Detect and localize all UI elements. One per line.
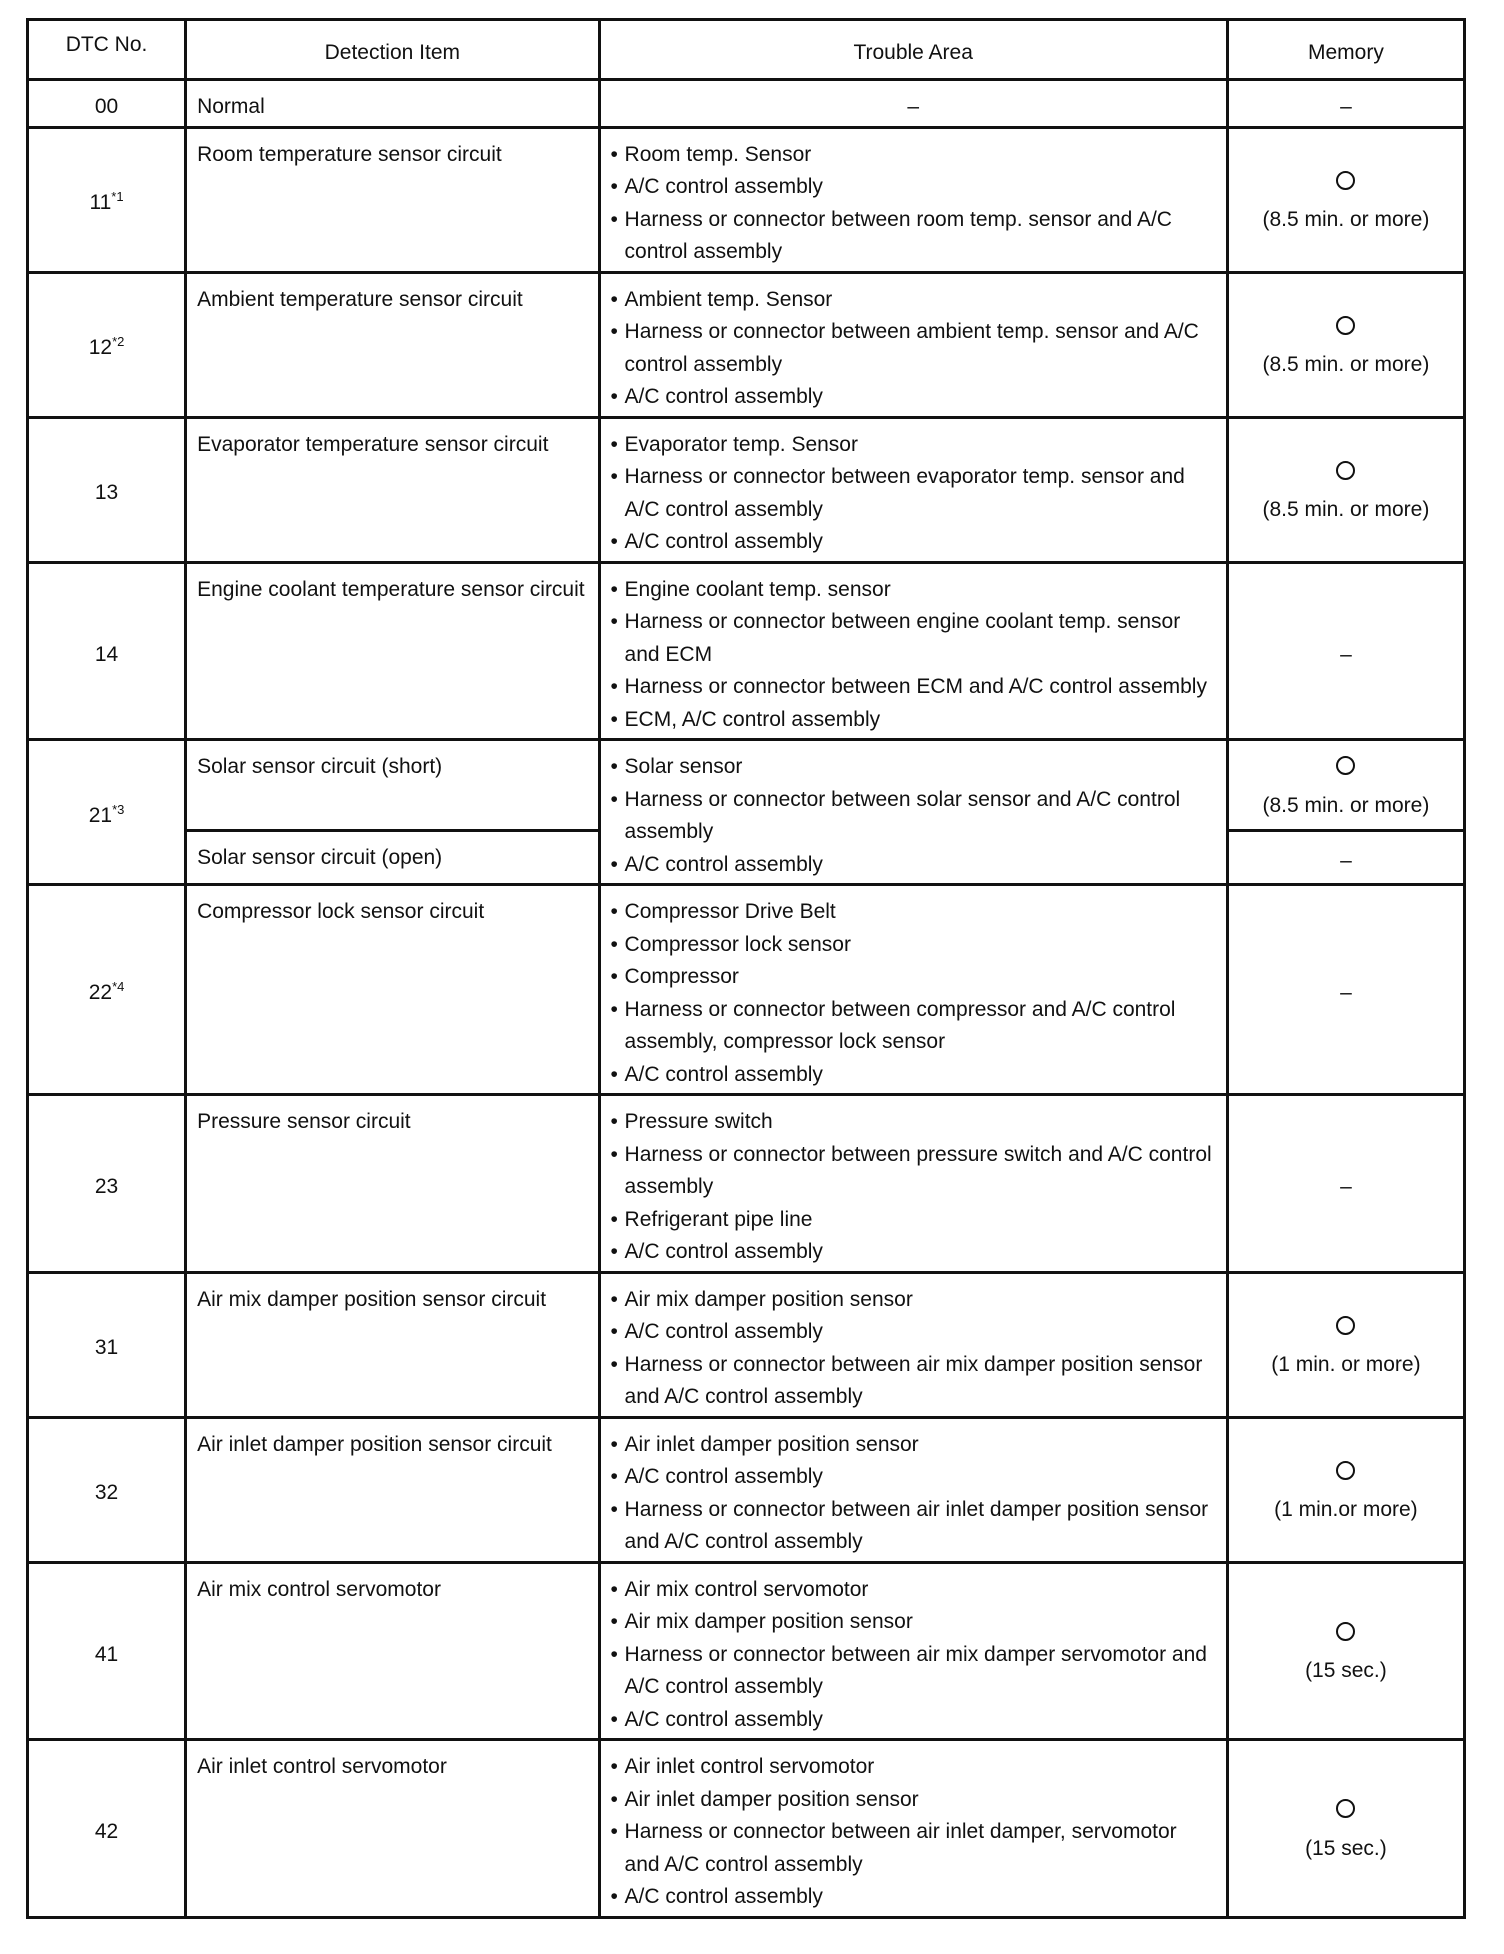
memory-cell [1227, 272, 1464, 417]
table-row [28, 1417, 1465, 1562]
memory-cell [1227, 885, 1464, 1095]
trouble-area-cell [599, 562, 1227, 740]
dtc-code: 41 [94, 1642, 119, 1666]
header-row [28, 20, 1465, 80]
detection-item-cell: Air mix control servomotor [186, 1562, 599, 1740]
trouble-area-item: • Evaporator temp. Sensor [611, 429, 1216, 462]
memory-duration: (1 min.or more) [1274, 1498, 1418, 1521]
dtc-code-cell [28, 1562, 186, 1740]
trouble-area-item: • Air inlet damper position sensor [611, 1429, 1216, 1462]
memory-circle-icon [1239, 1622, 1453, 1656]
dtc-footnote-ref: *3 [112, 801, 125, 817]
trouble-area-item: • Solar sensor [611, 751, 1216, 784]
dtc-code-cell [28, 740, 186, 885]
dtc-code: 23 [94, 1175, 119, 1198]
memory-cell [1227, 1272, 1464, 1417]
trouble-area-cell [599, 1562, 1227, 1740]
dtc-footnote-ref: *4 [112, 979, 125, 995]
trouble-area-item: • Harness or connector between ECM and A/C control assembly [611, 671, 1216, 704]
detection-item-cell: Air inlet control servomotor [186, 1740, 599, 1918]
memory-duration: (8.5 min. or more) [1262, 498, 1430, 521]
trouble-area-item: • A/C control assembly [611, 849, 1216, 882]
memory-dash: – [1340, 95, 1352, 118]
trouble-area-item: • A/C control assembly [611, 1881, 1216, 1914]
trouble-area-item: • Harness or connector between air mix damper servomotor and A/C control assembly [611, 1639, 1216, 1704]
detection-item-cell: Evaporator temperature sensor circuit [186, 417, 599, 562]
trouble-area-cell [599, 1417, 1227, 1562]
table-row [28, 272, 1465, 417]
detection-item-cell: Engine coolant temperature sensor circuit [186, 562, 599, 740]
detection-item-cell: Solar sensor circuit (short) [186, 740, 599, 831]
dtc-code: 13 [94, 481, 119, 505]
header-dtc-no: DTC No. [28, 20, 186, 80]
dtc-code-cell [28, 417, 186, 562]
memory-cell [1227, 831, 1464, 885]
dtc-code-cell [28, 1095, 186, 1273]
trouble-area-cell [599, 272, 1227, 417]
dtc-code-cell [28, 885, 186, 1095]
table-row [28, 740, 1465, 831]
header-memory: Memory [1227, 20, 1464, 80]
memory-duration: (8.5 min. or more) [1262, 793, 1430, 817]
dtc-code: 22 [88, 981, 113, 1005]
memory-duration: (15 sec.) [1305, 1836, 1387, 1860]
memory-cell [1227, 562, 1464, 740]
trouble-area-item: • Harness or connector between ambient temp. sensor and A/C control assembly [611, 316, 1216, 381]
dtc-code-cell [28, 127, 186, 272]
memory-dash: – [1340, 849, 1352, 873]
memory-cell [1227, 417, 1464, 562]
dtc-code-cell [28, 80, 186, 128]
trouble-area-item: • Harness or connector between air mix damper position sensor and A/C control assembly [611, 1349, 1216, 1414]
trouble-area-item: • ECM, A/C control assembly [611, 704, 1216, 737]
trouble-area-item: • A/C control assembly [611, 1316, 1216, 1349]
table-row [28, 1740, 1465, 1918]
trouble-area-item: • Compressor lock sensor [611, 929, 1216, 962]
dtc-code: 42 [94, 1820, 119, 1843]
dtc-table [26, 18, 1466, 1919]
dtc-code: 31 [94, 1336, 119, 1360]
detection-item-cell: Air mix damper position sensor circuit [186, 1272, 599, 1417]
trouble-area-cell [599, 885, 1227, 1095]
trouble-area-item: • Harness or connector between pressure switch and A/C control assembly [611, 1139, 1216, 1204]
trouble-area-item: • Harness or connector between compressor and A/C control assembly, compressor lock sensor [611, 994, 1216, 1059]
trouble-area-item: • Harness or connector between room temp. sensor and A/C control assembly [611, 204, 1216, 269]
dtc-code-cell [28, 272, 186, 417]
detection-item-cell: Normal [186, 80, 599, 128]
trouble-area-item: • Harness or connector between solar sensor and A/C control assembly [611, 784, 1216, 849]
trouble-area-item: • A/C control assembly [611, 1236, 1216, 1269]
table-row [28, 1272, 1465, 1417]
header-detection-item: Detection Item [186, 20, 599, 80]
dtc-code: 14 [94, 642, 119, 666]
memory-circle-icon [1239, 171, 1453, 205]
memory-circle-icon [1239, 1461, 1453, 1495]
trouble-area-item: • A/C control assembly [611, 381, 1216, 414]
detection-item-cell: Room temperature sensor circuit [186, 127, 599, 272]
memory-cell [1227, 1740, 1464, 1918]
trouble-area-item: • Compressor Drive Belt [611, 896, 1216, 929]
dtc-code: 11 [89, 191, 112, 215]
trouble-area-item: • Air mix control servomotor [611, 1574, 1216, 1607]
table-row [28, 1562, 1465, 1740]
dtc-code: 32 [94, 1481, 119, 1505]
detection-item-cell: Air inlet damper position sensor circuit [186, 1417, 599, 1562]
memory-duration: (15 sec.) [1305, 1659, 1387, 1683]
memory-circle-icon [1239, 461, 1453, 495]
memory-cell [1227, 1095, 1464, 1273]
table-row [28, 127, 1465, 272]
memory-cell [1227, 127, 1464, 272]
trouble-area-item: • Air mix damper position sensor [611, 1284, 1216, 1317]
trouble-area-cell [599, 1095, 1227, 1273]
memory-circle-icon [1239, 1799, 1453, 1833]
trouble-area-cell [599, 740, 1227, 885]
trouble-area-item: • A/C control assembly [611, 1704, 1216, 1737]
trouble-area-item: • Harness or connector between air inlet damper, servomotor and A/C control assembly [611, 1816, 1216, 1881]
dtc-code-cell [28, 1740, 186, 1918]
trouble-area-item: • A/C control assembly [611, 1059, 1216, 1092]
trouble-area-item: • A/C control assembly [611, 171, 1216, 204]
trouble-area-item: • Harness or connector between evaporator temp. sensor and A/C control assembly [611, 461, 1216, 526]
dtc-footnote-ref: *1 [111, 189, 124, 205]
memory-duration: (8.5 min. or more) [1262, 208, 1430, 231]
memory-dash: – [1340, 981, 1352, 1005]
table-body [28, 80, 1465, 1918]
table-row [28, 80, 1465, 128]
dtc-code: 21 [88, 803, 113, 827]
memory-cell [1227, 1417, 1464, 1562]
memory-cell [1227, 80, 1464, 128]
memory-circle-icon [1239, 1316, 1453, 1350]
trouble-area-item: • Pressure switch [611, 1106, 1216, 1139]
detection-item-cell: Pressure sensor circuit [186, 1095, 599, 1273]
trouble-area-cell [599, 80, 1227, 128]
memory-dash: – [1340, 642, 1352, 666]
trouble-area-item: • Harness or connector between air inlet damper position sensor and A/C control assembly [611, 1494, 1216, 1559]
dtc-code-cell [28, 1272, 186, 1417]
trouble-area-item: • Air mix damper position sensor [611, 1606, 1216, 1639]
table-row [28, 885, 1465, 1095]
detection-item-cell: Ambient temperature sensor circuit [186, 272, 599, 417]
table-row [28, 417, 1465, 562]
trouble-area-item: • Room temp. Sensor [611, 139, 1216, 172]
table-row [28, 1095, 1465, 1273]
trouble-area-item: • Engine coolant temp. sensor [611, 574, 1216, 607]
dtc-code: 12 [88, 336, 113, 360]
trouble-area-item: • A/C control assembly [611, 1461, 1216, 1494]
header-trouble-area: Trouble Area [599, 20, 1227, 80]
trouble-area-item: • A/C control assembly [611, 526, 1216, 559]
trouble-area-cell [599, 1740, 1227, 1918]
memory-circle-icon [1239, 756, 1453, 790]
detection-item-cell: Solar sensor circuit (open) [186, 831, 599, 885]
trouble-area-item: • Refrigerant pipe line [611, 1204, 1216, 1237]
memory-duration: (8.5 min. or more) [1262, 353, 1430, 376]
trouble-area-dash: – [907, 95, 920, 118]
trouble-area-item: • Air inlet damper position sensor [611, 1784, 1216, 1817]
trouble-area-cell [599, 1272, 1227, 1417]
dtc-code-cell [28, 562, 186, 740]
trouble-area-item: • Harness or connector between engine coolant temp. sensor and ECM [611, 606, 1216, 671]
dtc-code-cell [28, 1417, 186, 1562]
trouble-area-item: • Air inlet control servomotor [611, 1751, 1216, 1784]
memory-cell [1227, 1562, 1464, 1740]
trouble-area-item: • Compressor [611, 961, 1216, 994]
memory-duration: (1 min. or more) [1271, 1353, 1421, 1376]
trouble-area-cell [599, 127, 1227, 272]
detection-item-cell: Compressor lock sensor circuit [186, 885, 599, 1095]
dtc-code: 00 [94, 95, 119, 118]
table-row [28, 562, 1465, 740]
memory-cell [1227, 740, 1464, 831]
dtc-footnote-ref: *2 [112, 334, 125, 350]
memory-dash: – [1340, 1175, 1352, 1198]
trouble-area-cell [599, 417, 1227, 562]
trouble-area-item: • Ambient temp. Sensor [611, 284, 1216, 317]
memory-circle-icon [1239, 316, 1453, 350]
